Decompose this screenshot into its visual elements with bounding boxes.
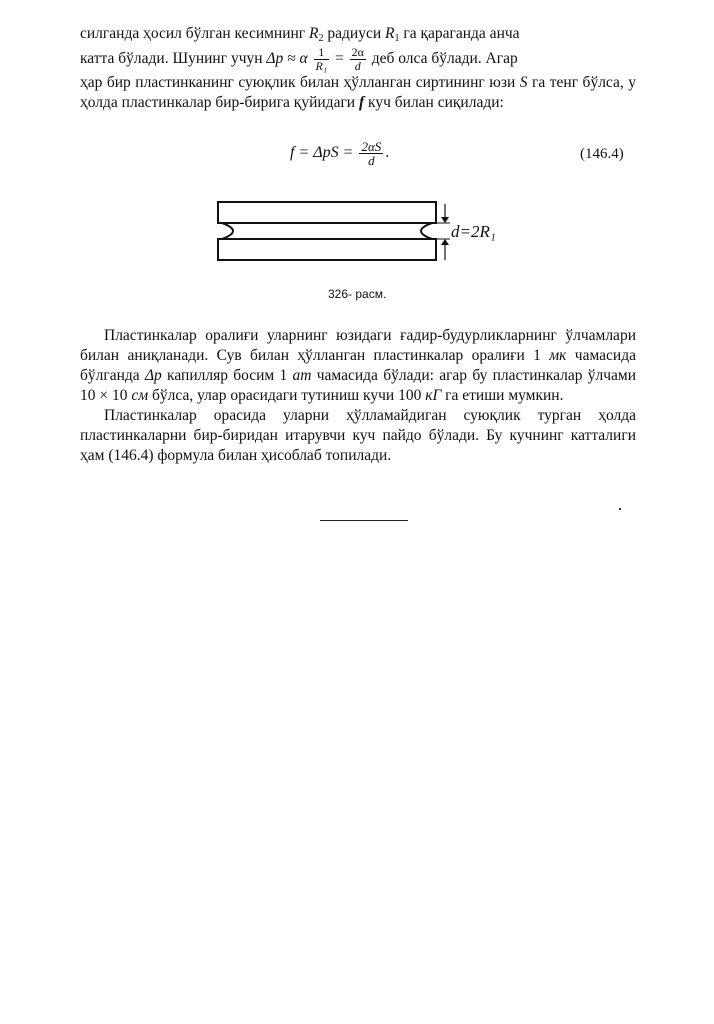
upper-plate	[218, 202, 436, 223]
unit-kg: кГ	[425, 387, 442, 404]
text-run: га тенг бўлса, у ҳолда пластинкалар бир-бирига қуйидаги	[80, 74, 636, 111]
speck	[619, 508, 621, 510]
fraction-denominator: R₁	[315, 59, 328, 73]
fraction-numerator: 2α	[351, 45, 364, 59]
symbol-R1: R	[385, 25, 395, 42]
body-text	[80, 326, 636, 466]
fraction-2aS-over-d	[359, 140, 383, 167]
formula-left: f = ΔpS =	[290, 144, 354, 162]
text-run: ҳар бир пластинканинг суюқлик билан ҳўлланган сиртининг юзи	[80, 74, 520, 91]
unit-mk: мк	[549, 347, 567, 364]
text-run: билан сиқилади:	[394, 94, 504, 111]
text-run: катта бўлади. Шунинг учун	[80, 50, 267, 68]
paragraph-1: Пластинкалар оралиғи уларнинг юзидаги ғадир-будурликларнинг ўлчамлари билан аниқланади. Сув билан ҳўлланган пластинкалар оралиғи 1 мк чамасида бўлганда Δp капилляр босим 1 ат чамасида бўлади: агар бу пластинкалар ўлчами 10 × 10 см бўлса, улар орасидаги тутиниш кучи 100 кГ га етиши мумкин.	[80, 327, 636, 404]
fraction-numerator: 1	[314, 46, 330, 60]
formula-146-4	[290, 140, 389, 167]
left-meniscus	[222, 223, 233, 239]
symbol-f: f	[358, 94, 365, 111]
symbol-S: S	[519, 74, 528, 91]
symbol-R2: R	[309, 25, 319, 42]
math-dp: Δp	[144, 367, 162, 384]
fraction-denominator: d	[354, 59, 361, 73]
plates-figure	[214, 198, 504, 268]
unit-at: ат	[292, 367, 312, 384]
fraction-numerator: 2αS	[361, 139, 382, 154]
end-rule	[320, 520, 408, 521]
equals-sign: =	[334, 50, 344, 68]
text-run: радиуси	[323, 25, 386, 42]
subscript: 1	[394, 33, 400, 44]
math-dp: Δp ≈ α	[266, 50, 308, 68]
paragraph-2: Пластинкалар орасида уларни ҳўлламайдиган суюқлик турган ҳолда пластинкаларни бир-биридан итарувчи куч пайдо бўлади. Бу кучнинг катталиги ҳам (146.4) формула билан ҳисоблаб топилади.	[80, 407, 636, 464]
gap-label: d=2R₁	[451, 222, 496, 241]
formula-end: .	[385, 144, 390, 162]
equation-number: (146.4)	[580, 146, 624, 162]
fraction-denominator: d	[368, 153, 375, 168]
text-run: куч	[364, 94, 391, 111]
subscript: 2	[318, 33, 324, 44]
unit-sm: см	[131, 387, 149, 404]
text-run: силганда ҳосил бўлган кесимнинг	[80, 25, 310, 42]
text-run: га қарагaнда анча	[399, 25, 520, 42]
figure-caption: 326- расм.	[328, 287, 387, 301]
right-meniscus	[421, 223, 432, 239]
fraction-1-over-R1	[314, 46, 330, 73]
lower-plate	[218, 239, 436, 260]
fraction-2a-over-d	[350, 46, 366, 73]
top-paragraph	[80, 24, 636, 113]
text-run: деб олса бўлади. Агар	[367, 50, 518, 68]
